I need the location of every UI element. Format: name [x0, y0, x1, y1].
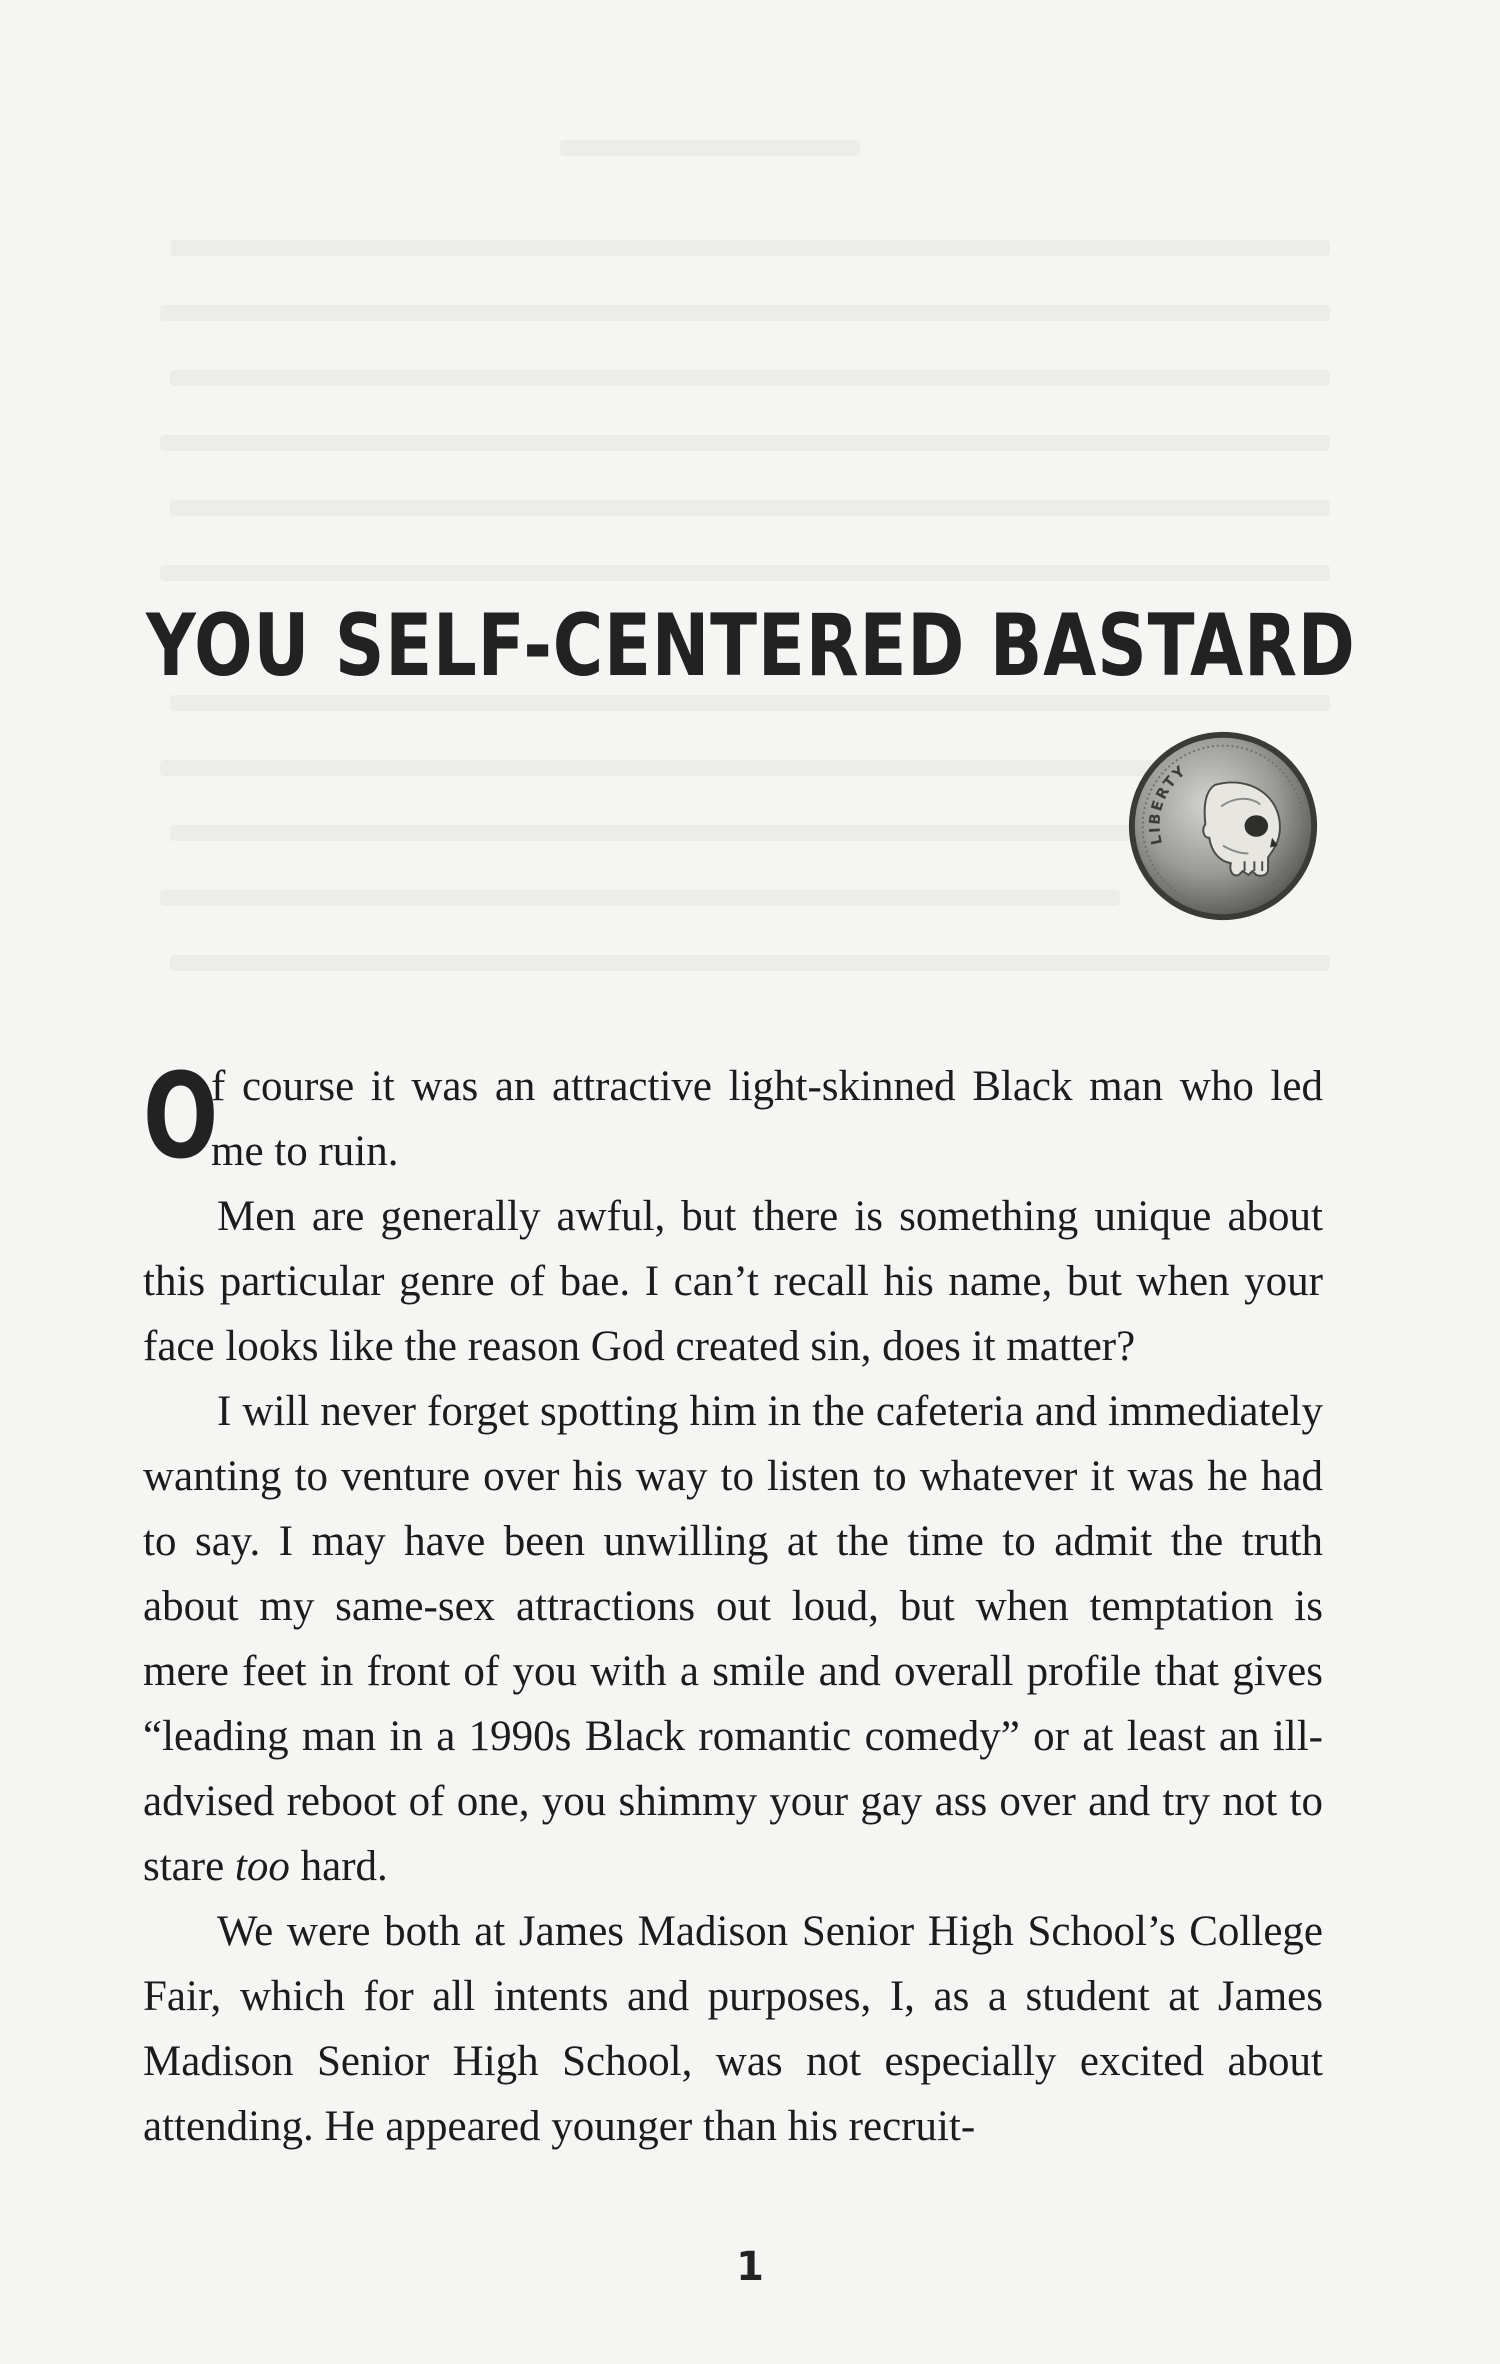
paragraph-2: Men are generally awful, but there is something unique about this particular genre of bae. I can’t recall his name, but when your face looks like the reason God created sin, does it matter?	[143, 1193, 1323, 1370]
opening-paragraph	[143, 1047, 1323, 1185]
paragraph-3-text: I will never forget spotting him in the cafeteria and immediately wanting to venture over his way to listen to whatever it was he had to say. I may have been unwilling at the time to admit the truth about my same-sex attractions out loud, but when temptation is mere feet in front of you with a smile and overall profile that gives “leading man in a 1990s Black romantic comedy” or at least an ill-advised reboot of one, you shimmy your gay ass over and try not to stare	[143, 1388, 1323, 1890]
paragraph-3-emphasis: too	[234, 1843, 290, 1890]
paragraph-4: We were both at James Madison Senior High School’s College Fair, which for all intents and purposes, I, as a student at James Madison Senior High School, was not especially excited about attending. He appeared younger than his recruit-	[143, 1908, 1323, 2150]
chapter-title: YOU SELF-CENTERED BASTARD	[146, 596, 1356, 696]
drop-cap: O	[143, 1047, 219, 1185]
paragraph-3-ending: hard.	[289, 1843, 388, 1890]
paragraph-3	[143, 1379, 1323, 1899]
page-number: 1	[736, 2244, 764, 2290]
skull-dime-coin-icon	[1125, 728, 1321, 924]
opening-paragraph-text: f course it was an attractive light-skinned Black man who led me to ruin.	[211, 1063, 1323, 1175]
coin-inscription: LIBERTY	[1146, 761, 1190, 847]
chapter-body	[143, 1047, 1323, 2159]
